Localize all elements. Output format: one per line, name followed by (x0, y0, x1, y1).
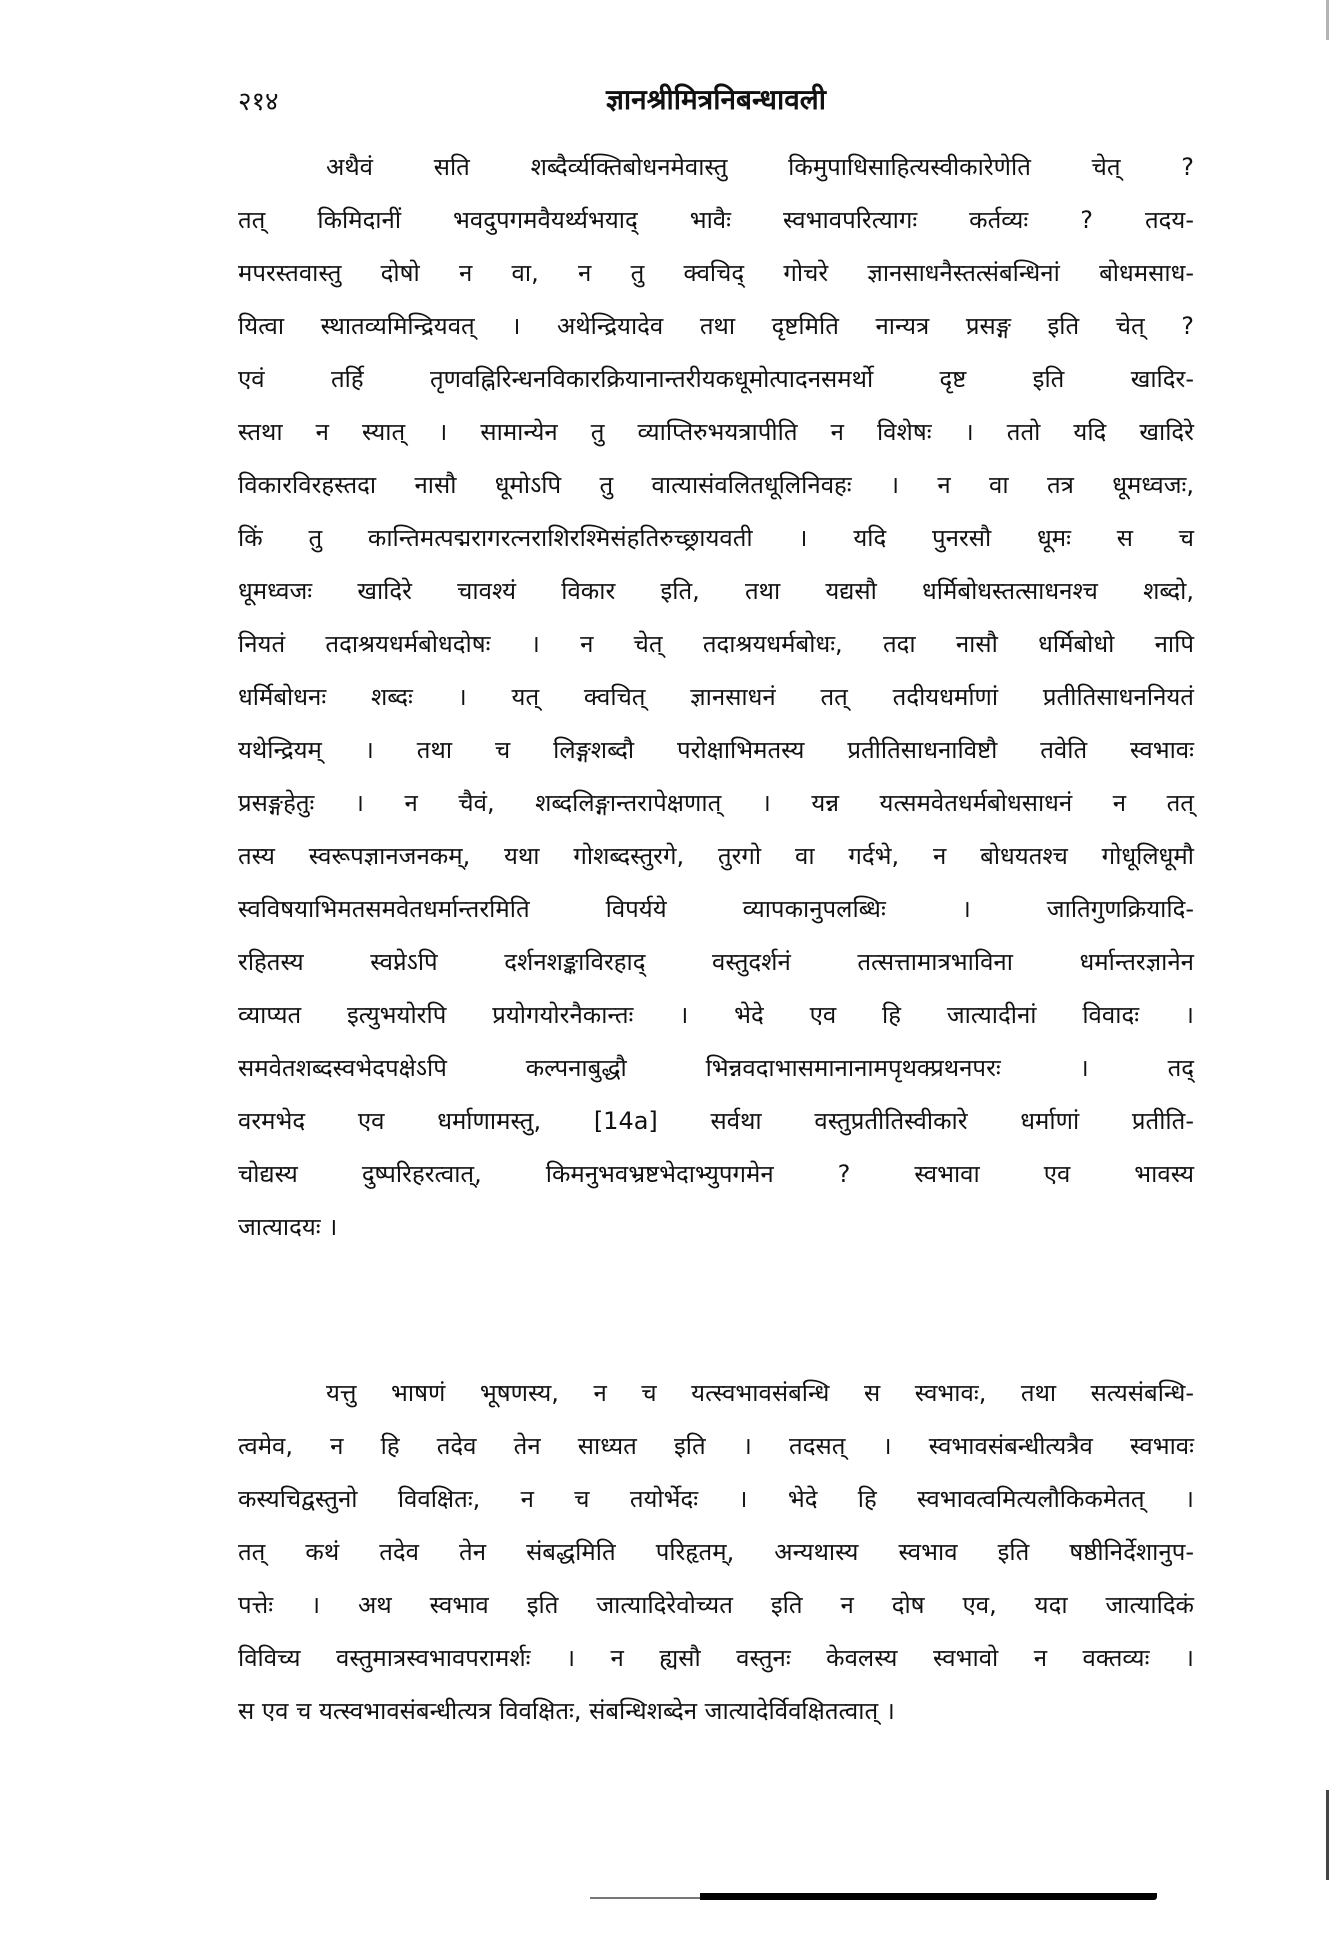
text-line: यत्तु भाषणं भूषणस्य, न च यत्स्वभावसंबन्धि स स्वभावः, तथा सत्यसंबन्धि- (326, 1379, 1194, 1407)
text-line: चोद्यस्य दुष्परिहरत्वात्, किमनुभवभ्रष्टभेदाभ्युपगमेन ? स्वभावा एव भावस्य (238, 1160, 1194, 1188)
text-line: समवेतशब्दस्वभेदपक्षेऽपि कल्पनाबुद्धौ भिन्नवदाभासमानानामपृथक्प्रथनपरः । तद् (238, 1054, 1194, 1082)
text-line: एवं तर्हि तृणवह्निरिन्धनविकारक्रियानान्तरीयकधूमोत्पादनसमर्थो दृष्ट इति खादिर- (238, 365, 1194, 393)
text-line: स्वविषयाभिमतसमवेतधर्मान्तरमिति विपर्यये व्यापकानुपलब्धिः । जातिगुणक्रियादि- (238, 895, 1194, 923)
text-line: तत् कथं तदेव तेन संबद्धमिति परिहृतम्, अन्यथास्य स्वभाव इति षष्ठीनिर्देशानुप- (238, 1538, 1194, 1566)
text-line: रहितस्य स्वप्नेऽपि दर्शनशङ्काविरहाद् वस्तुदर्शनं तत्सत्तामात्रभाविना धर्मान्तरज्ञानेन (238, 948, 1194, 976)
text-line: विकारविरहस्तदा नासौ धूमोऽपि तु वात्यासंवलितधूलिनिवहः । न वा तत्र धूमध्वजः, (238, 471, 1194, 499)
text-line: यथेन्द्रियम् । तथा च लिङ्गशब्दौ परोक्षाभिमतस्य प्रतीतिसाधनाविष्टौ तवेति स्वभावः (238, 736, 1194, 764)
text-line: स एव च यत्स्वभावसंबन्धीत्यत्र विवक्षितः, संबन्धिशब्देन जात्यादेर्विवक्षितत्वात् । (238, 1697, 895, 1725)
text-line: धूमध्वजः खादिरे चावश्यं विकार इति, तथा यद्यसौ धर्मिबोधस्तत्साधनश्च शब्दो, (238, 577, 1194, 605)
text-line: किं तु कान्तिमत्पद्मरागरत्नराशिरश्मिसंहतिरुच्छ्रायवती । यदि पुनरसौ धूमः स च (238, 524, 1194, 552)
text-line: कस्यचिद्वस्तुनो विवक्षितः, न च तयोर्भेदः । भेदे हि स्वभावत्वमित्यलौकिकमेतत् । (238, 1485, 1194, 1513)
running-title: ज्ञानश्रीमित्रनिबन्धावली (605, 83, 827, 116)
text-line: यित्वा स्थातव्यमिन्द्रियवत् । अथेन्द्रियादेव तथा दृष्टमिति नान्यत्र प्रसङ्ग इति चेत् ? (238, 312, 1194, 340)
scan-edge-mark (1326, 1790, 1329, 1880)
text-line: व्याप्यत इत्युभयोरपि प्रयोगयोरनैकान्तः । भेदे एव हि जात्यादीनां विवादः । (238, 1001, 1194, 1029)
footer-rule (700, 1893, 1157, 1900)
text-line: प्रसङ्गहेतुः । न चैवं, शब्दलिङ्गान्तरापेक्षणात् । यन्न यत्समवेतधर्मबोधसाधनं न तत् (238, 789, 1194, 817)
text-line: अथैवं सति शब्दैर्व्यक्तिबोधनमेवास्तु किमुपाधिसाहित्यस्वीकारेणेति चेत् ? (326, 153, 1194, 181)
text-line: स्तथा न स्यात् । सामान्येन तु व्याप्तिरुभयत्रापीति न विशेषः । ततो यदि खादिरे (238, 418, 1194, 446)
text-line: विविच्य वस्तुमात्रस्वभावपरामर्शः । न ह्यसौ वस्तुनः केवलस्य स्वभावो न वक्तव्यः । (238, 1644, 1194, 1672)
text-line: पत्तेः । अथ स्वभाव इति जात्यादिरेवोच्यत इति न दोष एव, यदा जात्यादिकं (238, 1591, 1194, 1619)
text-line: मपरस्तवास्तु दोषो न वा, न तु क्वचिद् गोचरे ज्ञानसाधनैस्तत्संबन्धिनां बोधमसाध- (238, 259, 1194, 287)
text-line: त्वमेव, न हि तदेव तेन साध्यत इति । तदसत् । स्वभावसंबन्धीत्यत्रैव स्वभावः (238, 1432, 1194, 1460)
footer-rule-faint (590, 1897, 700, 1899)
text-line: जात्यादयः । (238, 1213, 338, 1241)
text-line: वरमभेद एव धर्माणामस्तु, [14a] सर्वथा वस्तुप्रतीतिस्वीकारे धर्माणां प्रतीति- (238, 1107, 1194, 1135)
page-number: २१४ (238, 87, 279, 117)
text-line: तत् किमिदानीं भवदुपगमवैयर्थ्यभयाद् भावैः स्वभावपरित्यागः कर्तव्यः ? तदय- (238, 206, 1194, 234)
text-line: नियतं तदाश्रयधर्मबोधदोषः । न चेत् तदाश्रयधर्मबोधः, तदा नासौ धर्मिबोधो नापि (238, 630, 1194, 658)
text-line: धर्मिबोधनः शब्दः । यत् क्वचित् ज्ञानसाधनं तत् तदीयधर्माणां प्रतीतिसाधननियतं (238, 683, 1194, 711)
text-line: तस्य स्वरूपज्ञानजनकम्, यथा गोशब्दस्तुरगे, तुरगो वा गर्दभे, न बोधयतश्च गोधूलिधूमौ (238, 842, 1194, 870)
scan-edge-mark (1326, 0, 1329, 40)
